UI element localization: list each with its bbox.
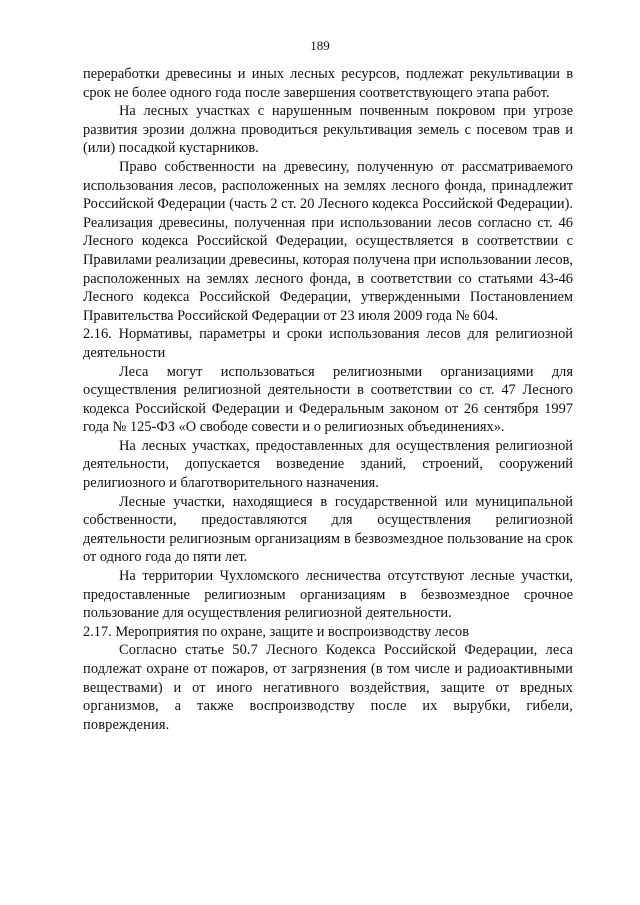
paragraph: переработки древесины и иных лесных ресурсов, подлежат рекультивации в срок не более одного года после завершения соответствующего этапа работ. [83, 66, 573, 101]
paragraph: На лесных участках, предоставленных для осуществления религиозной деятельности, допускается возведение зданий, строений, сооружений религиозного и благотворительного назначения. [83, 437, 573, 492]
paragraph: На лесных участках с нарушенным почвенным покровом при угрозе развития эрозии должна проводиться рекультивация земель с посевом трав и (или) посадкой кустарников. [83, 103, 573, 157]
paragraph: Леса могут использоваться религиозными организациями для осуществления религиозной деятельности в соответствии со ст. 47 Лесного кодекса Российской Федерации и Федеральным законом от 26 сентября 1997 года № 125-ФЗ «О свободе совести и о религиозных объединениях». [83, 363, 573, 436]
section-heading-2-16: 2.16. Нормативы, параметры и сроки использования лесов для религиозной деятельности [83, 326, 573, 361]
paragraph: На территории Чухломского лесничества отсутствуют лесные участки, предоставленные религиозным организациям в безвозмездное срочное пользование для осуществления религиозной деятельности. [83, 568, 573, 622]
paragraph: Лесные участки, находящиеся в государственной или муниципальной собственности, предоставляются для осуществления религиозной деятельности религиозным организациям в безвозмездное пользование на срок от одного года до пяти лет. [83, 493, 573, 566]
page-content [83, 65, 573, 734]
paragraph: Согласно статье 50.7 Лесного Кодекса Российской Федерации, леса подлежат охране от пожаров, от загрязнения (в том числе и радиоактивными веществами) и от иного негативного воздействия, защите от вредных организмов, а также воспроизводству после их вырубки, гибели, повреждения. [83, 642, 573, 733]
section-heading-2-17: 2.17. Мероприятия по охране, защите и воспроизводству лесов [83, 623, 469, 640]
paragraph: Право собственности на древесину, полученную от рассматриваемого использования лесов, расположенных на землях лесного фонда, принадлежит Российской Федерации (часть 2 ст. 20 Лесного кодекса Российской Федерации). Реализация древесины, полученная при использовании лесов согласно ст. 46 Лесного кодекса Российской Федерации, осуществляется в соответствии с Правилами реализации древесины, которая получена при использовании лесов, расположенных на землях лесного фонда, в соответствии со статьями 43-46 Лесного кодекса Российской Федерации, утвержденными Постановлением Правительства Российской Федерации от 23 июля 2009 года № 604. [83, 158, 573, 324]
page-number: 189 [310, 38, 330, 53]
